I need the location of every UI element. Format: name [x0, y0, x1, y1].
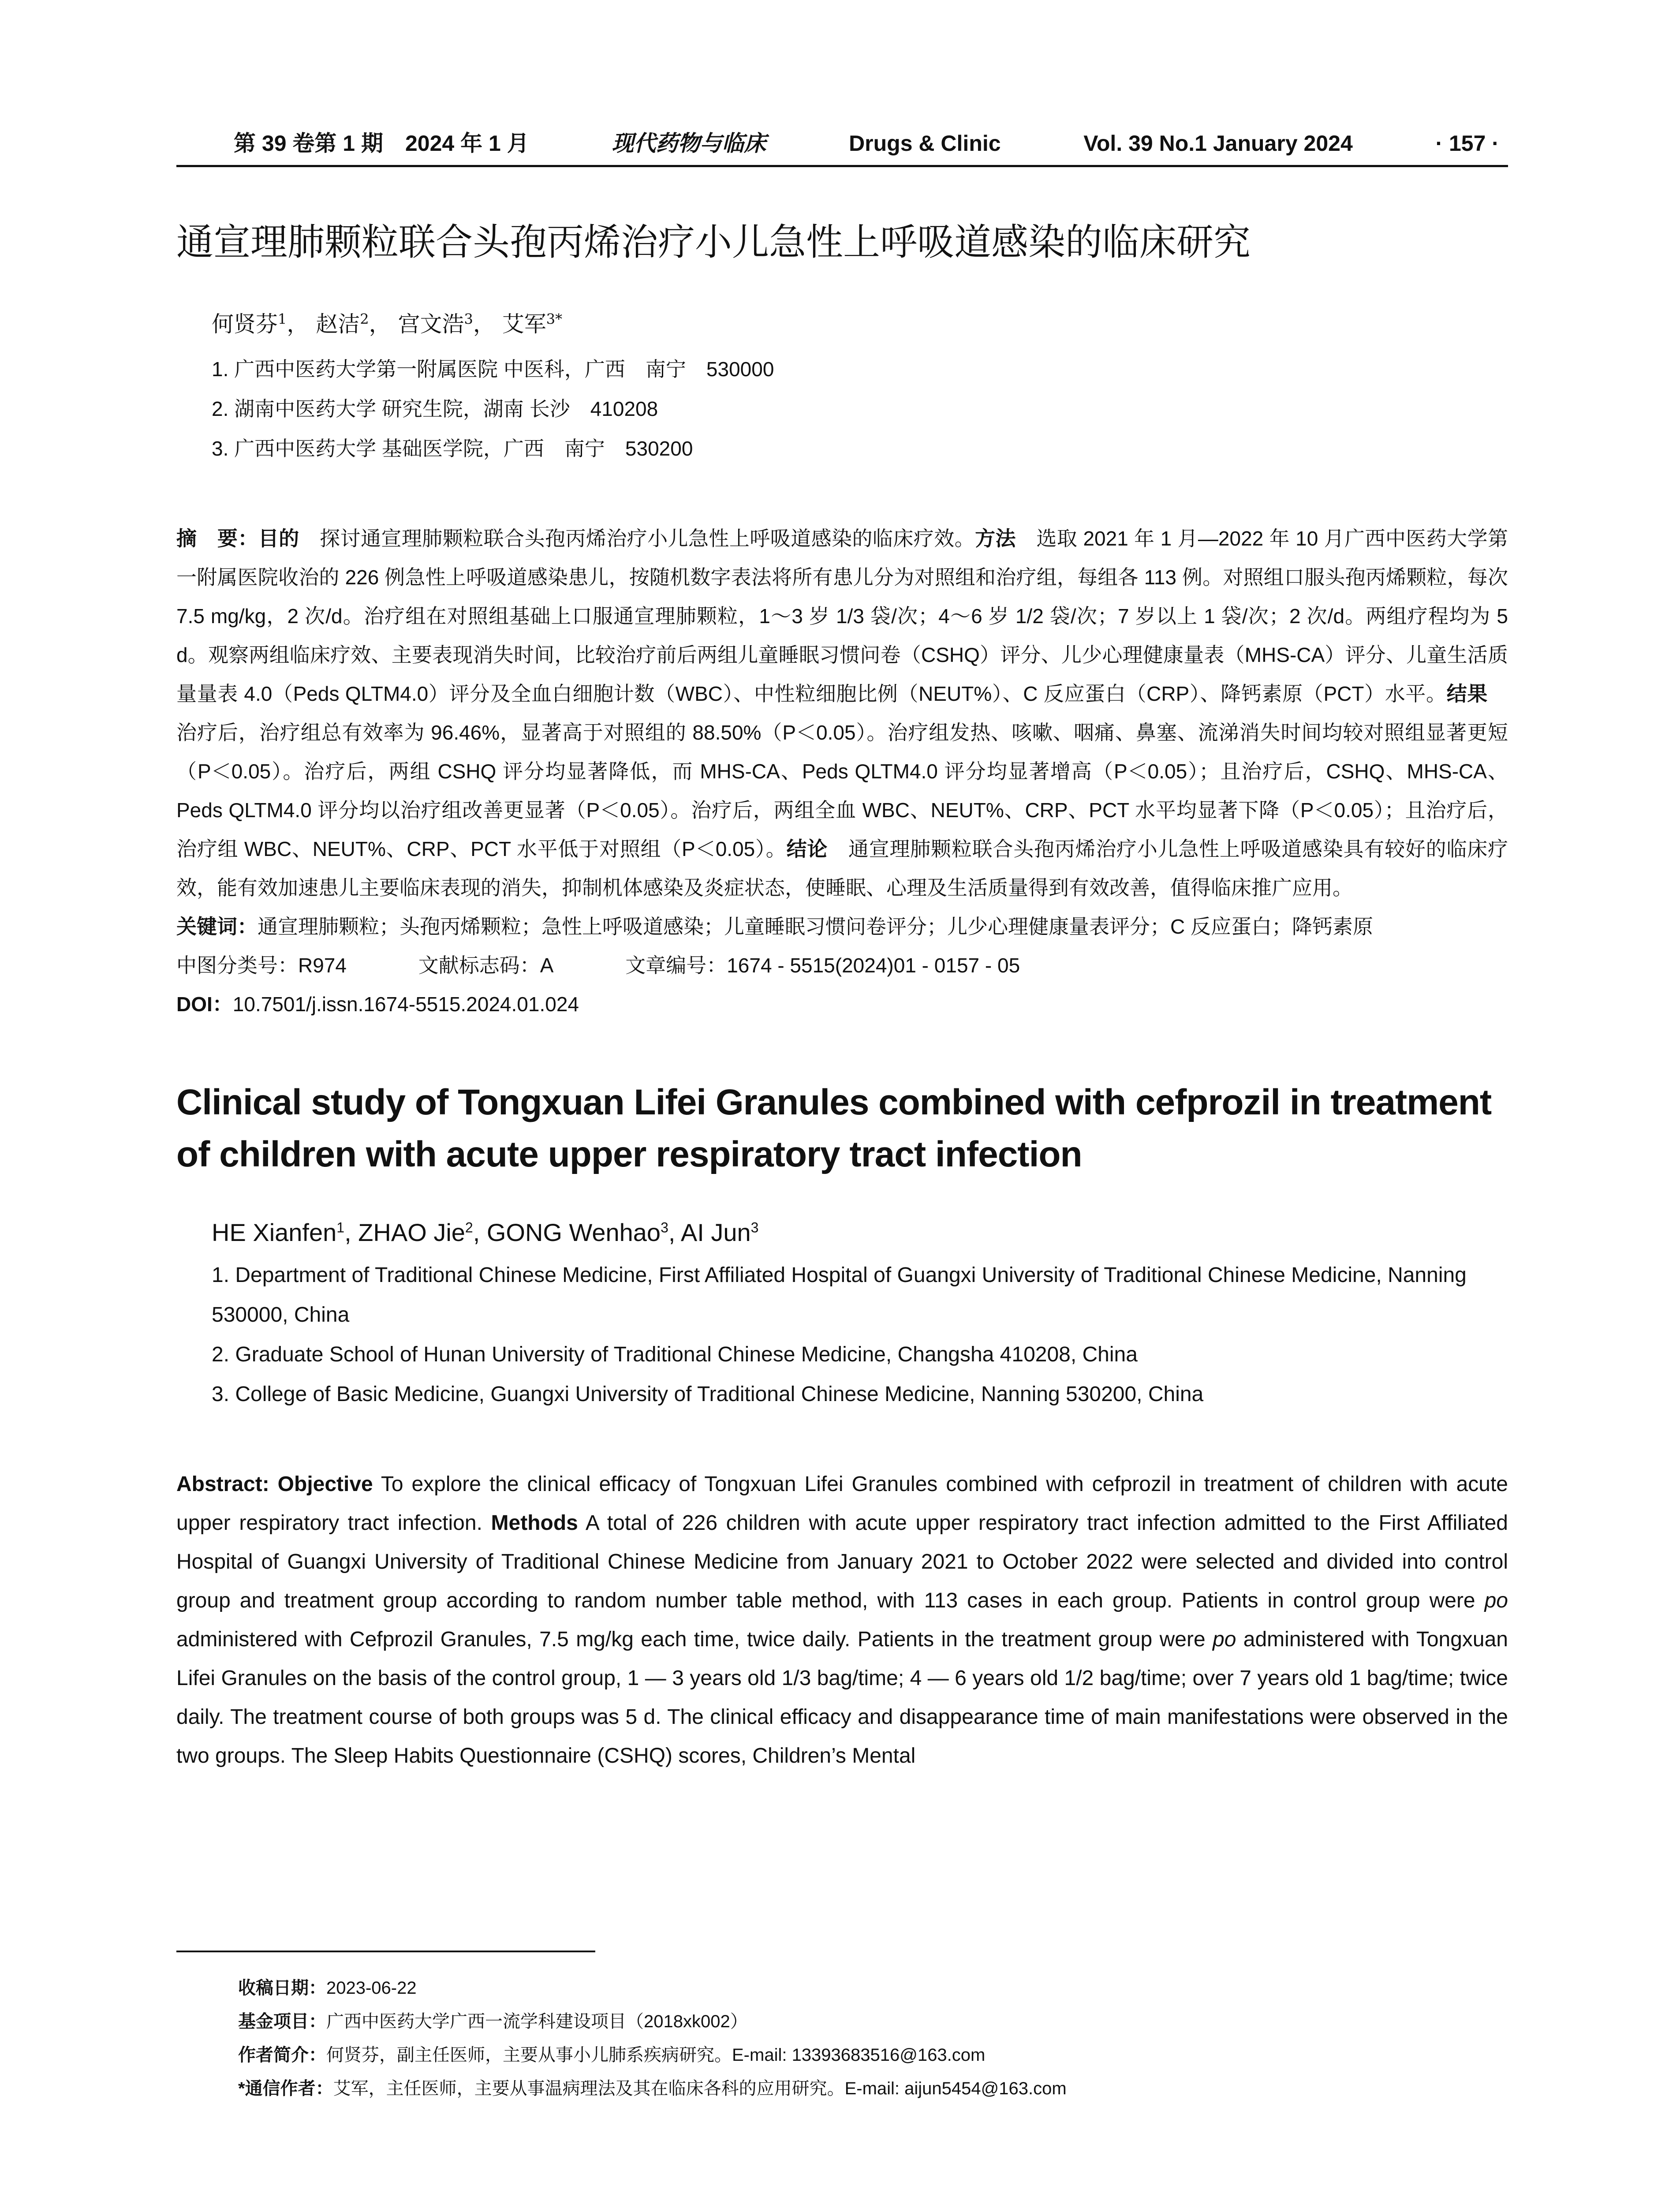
header-volume-en: Vol. 39 No.1 January 2024 [1083, 131, 1353, 156]
methods-label: 方法 [975, 527, 1016, 550]
objective-label: 目的 [258, 527, 299, 550]
conclusion-label: 结论 [786, 837, 828, 860]
title-english: Clinical study of Tongxuan Lifei Granules combined with cefprozil in treatment of children with acute upper respiratory tract infection [176, 1082, 1492, 1174]
author-name: 赵洁 [316, 311, 360, 337]
header-journal-cn: 现代药物与临床 [612, 130, 766, 156]
header-journal-en: Drugs & Clinic [849, 131, 1001, 156]
author-affil-mark: 1 [278, 310, 287, 328]
results-text: 治疗后，治疗组总有效率为 96.46%，显著高于对照组的 88.50%（P＜0.05）。治疗组发热、咳嗽、咽痛、鼻塞、流涕消失时间均较对照组显著更短（P＜0.05）。治疗后，两组 CSHQ 评分均显著降低，而 MHS-CA、Peds QLTM4.0 评分均显著增高（P＜0.05）；且治疗后，CSHQ、MHS-CA、Peds QLTM4.0 评分均以治疗组改善更显著（P＜0.05）。治疗后，两组全血 WBC、NEUT%、CRP、PCT 水平均显著下降（P＜0.05）；且治疗后，治疗组 WBC、NEUT%、CRP、PCT 水平低于对照组（P＜0.05）。 [176, 682, 1508, 860]
affiliations-chinese [212, 349, 1508, 468]
author-affil-mark: 3 [750, 1219, 759, 1236]
header-page-number: · 157 · [1435, 131, 1499, 156]
affiliations-english [212, 1256, 1508, 1414]
received-label: 收稿日期： [238, 1978, 326, 1998]
author-name: HE Xianfen [212, 1218, 337, 1246]
affiliation-item: 3. College of Basic Medicine, Guangxi University of Traditional Chinese Medicine, Nanning 530200, China [212, 1382, 1204, 1406]
bio-text: 何贤芬，副主任医师，主要从事小儿肺系疾病研究。E-mail: 13393683516@163.com [326, 2045, 986, 2065]
methods-text: administered with Cefprozil Granules, 7.5 mg/kg each time, twice daily. Patients in the treatment group were [176, 1627, 1213, 1651]
author-name: AI Jun [680, 1218, 751, 1246]
methods-text: administered with Tongxuan Lifei Granules on the basis of the control group, 1 — 3 years old 1/3 bag/time; 4 — 6 years old 1/2 bag/time; over 7 years old 1 bag/time; twice daily. The treatment course of both groups was 5 d. The clinical efficacy and disappearance time of main manifestations were observed in the two groups. The Sleep Habits Questionnaire (CSHQ) scores, Children’s Mental [176, 1627, 1508, 1768]
footnotes [238, 1971, 1067, 2105]
corresponding-label: *通信作者： [238, 2079, 333, 2098]
author-separator: ， [369, 311, 391, 337]
abstract-label: 摘 要： [176, 527, 258, 550]
title-chinese: 通宣理肺颗粒联合头孢丙烯治疗小儿急性上呼吸道感染的临床研究 [176, 221, 1251, 263]
abstract-label: Abstract: [176, 1472, 269, 1496]
author-affil-mark: 1 [336, 1219, 345, 1236]
article-page [176, 132, 1508, 1775]
author-separator: ， [473, 311, 495, 337]
objective-text: 探讨通宣理肺颗粒联合头孢丙烯治疗小儿急性上呼吸道感染的临床疗效。 [299, 527, 975, 550]
methods-text: A total of 226 children with acute upper respiratory tract infection admitted to the First Affiliated Hospital of Guangxi University of Traditional Chinese Medicine from January 2021 to October 2022 were selected and divided into control group and treatment group according to random number table method, with 113 cases in each group. Patients in control group were [176, 1511, 1508, 1612]
classification-row [176, 946, 1508, 985]
footnote-fund [238, 2005, 1067, 2038]
received-date: 2023-06-22 [326, 1978, 417, 1998]
objective-label: Objective [277, 1472, 373, 1496]
author-affil-mark: 3 [464, 310, 473, 328]
author-affil-mark: 3* [546, 310, 563, 328]
author-name: ZHAO Jie [358, 1218, 465, 1246]
author-separator: , [473, 1218, 487, 1246]
doi-label: DOI： [176, 992, 233, 1016]
document-code: 文献标志码：A [418, 953, 554, 977]
author-affil-mark: 2 [465, 1219, 473, 1236]
footnote-divider [176, 1951, 595, 1952]
bio-label: 作者简介： [238, 2045, 326, 2065]
author-name: GONG Wenhao [486, 1218, 661, 1246]
conclusion-text: 通宣理肺颗粒联合头孢丙烯治疗小儿急性上呼吸道感染具有较好的临床疗效，能有效加速患儿主要临床表现的消失，抑制机体感染及炎症状态，使睡眠、心理及生活质量得到有效改善，值得临床推广应用。 [176, 837, 1508, 899]
author-separator: ， [287, 311, 309, 337]
methods-label: Methods [491, 1511, 578, 1535]
author-separator: , [668, 1218, 681, 1246]
abstract-chinese [176, 519, 1508, 1024]
authors-english [212, 1218, 1508, 1247]
author-name: 宫文浩 [398, 311, 464, 337]
affiliation-item: 1. Department of Traditional Chinese Medicine, First Affiliated Hospital of Guangxi University of Traditional Chinese Medicine, Nanning 530000, China [212, 1263, 1467, 1327]
doi-row [176, 985, 1508, 1024]
affiliation-item: 3. 广西中医药大学 基础医学院，广西 南宁 530200 [212, 437, 693, 460]
keywords-text: 通宣理肺颗粒；头孢丙烯颗粒；急性上呼吸道感染；儿童睡眠习惯问卷评分；儿少心理健康量表评分；C 反应蛋白；降钙素原 [258, 915, 1373, 938]
clc-number: 中图分类号：R974 [176, 953, 347, 977]
doi-link[interactable]: 10.7501/j.issn.1674-5515.2024.01.024 [232, 992, 579, 1016]
author-name: 何贤芬 [212, 311, 278, 337]
methods-text: 选取 2021 年 1 月—2022 年 10 月广西中医药大学第一附属医院收治的 226 例急性上呼吸道感染患儿，按随机数字表法将所有患儿分为对照组和治疗组，每组各 113 例。对照组口服头孢丙烯颗粒，每次 7.5 mg/kg，2 次/d。治疗组在对照组基础上口服通宣理肺颗粒，1～3 岁 1/3 袋/次；4～6 岁 1/2 袋/次；7 岁以上 1 袋/次；2 次/d。两组疗程均为 5 d。观察两组临床疗效、主要表现消失时间，比较治疗前后两组儿童睡眠习惯问卷（CSHQ）评分、儿少心理健康量表（MHS-CA）评分、儿童生活质量量表 4.0（Peds QLTM4.0）评分及全血白细胞计数（WBC）、中性粒细胞比例（NEUT%）、C 反应蛋白（CRP）、降钙素原（PCT）水平。 [176, 527, 1508, 705]
author-name: 艾军 [502, 311, 546, 337]
keywords-chinese [176, 907, 1508, 946]
footnote-received [238, 1971, 1067, 2005]
corresponding-text: 艾军，主任医师，主要从事温病理法及其在临床各科的应用研究。E-mail: aijun5454@163.com [333, 2079, 1067, 2098]
footnote-corresponding [238, 2072, 1067, 2105]
author-affil-mark: 2 [360, 310, 369, 328]
fund-label: 基金项目： [238, 2012, 326, 2031]
article-number: 文章编号：1674 - 5515(2024)01 - 0157 - 05 [625, 953, 1020, 977]
affiliation-item: 2. Graduate School of Hunan University of Traditional Chinese Medicine, Changsha 410208, China [212, 1342, 1138, 1366]
running-header [176, 132, 1508, 167]
route-po: po [1484, 1588, 1508, 1612]
author-affil-mark: 3 [661, 1219, 668, 1236]
author-separator: , [344, 1218, 358, 1246]
affiliation-item: 1. 广西中医药大学第一附属医院 中医科，广西 南宁 530000 [212, 357, 774, 381]
fund-text: 广西中医药大学广西一流学科建设项目（2018xk002） [326, 2012, 748, 2031]
route-po: po [1213, 1627, 1236, 1651]
authors-chinese [212, 306, 1508, 338]
keywords-label: 关键词： [176, 915, 258, 938]
footnote-author-bio [238, 2038, 1067, 2072]
objective-text: To explore the clinical efficacy of Tongxuan Lifei Granules combined with cefprozil in treatment of children with acute upper respiratory tract infection. [176, 1472, 1508, 1535]
results-label: 结果 [1446, 682, 1488, 705]
abstract-english [176, 1465, 1508, 1775]
affiliation-item: 2. 湖南中医药大学 研究生院，湖南 长沙 410208 [212, 397, 658, 420]
header-volume-cn: 第 39 卷第 1 期 2024 年 1 月 [234, 131, 529, 156]
